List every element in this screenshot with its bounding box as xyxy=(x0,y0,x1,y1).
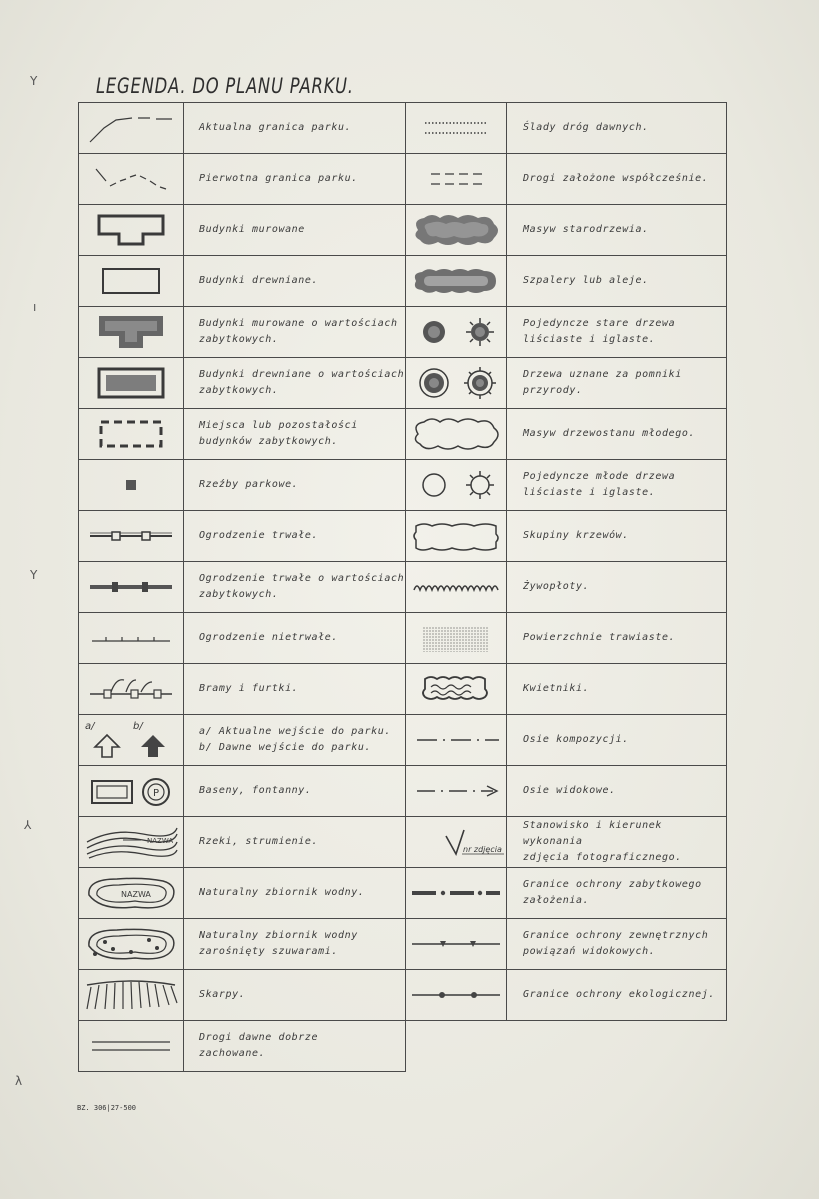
park-sculpture-icon xyxy=(79,465,183,505)
legend-label xyxy=(507,409,727,460)
legend-symbol xyxy=(79,970,184,1021)
legend-label xyxy=(507,511,727,562)
legend-label-line: Skarpy. xyxy=(199,989,246,1000)
table-row xyxy=(79,205,727,256)
legend-label xyxy=(507,358,727,409)
legend-label-line: Ogrodzenie trwałe o wartościach xyxy=(199,573,405,584)
view-axis-icon xyxy=(406,781,506,801)
legend-label-line: a/ Aktualne wejście do parku. xyxy=(199,726,391,737)
legend-label xyxy=(507,868,727,919)
margin-mark: Y xyxy=(30,74,38,88)
legend-label xyxy=(184,205,406,256)
legend-symbol xyxy=(79,511,184,562)
legend-symbol xyxy=(406,103,507,154)
legend-label xyxy=(184,1021,406,1072)
single-young-trees-icon xyxy=(406,465,506,505)
wooden-building-icon xyxy=(79,261,183,301)
legend-symbol xyxy=(406,817,507,868)
escarpment-icon xyxy=(79,975,183,1015)
heritage-protection-boundary-icon xyxy=(406,883,506,903)
legend-symbol xyxy=(79,460,184,511)
legend-symbol xyxy=(79,256,184,307)
pool-fountain-icon xyxy=(79,771,183,811)
legend-symbol xyxy=(79,664,184,715)
historic-permanent-fence-icon xyxy=(79,577,183,597)
legend-label xyxy=(184,409,406,460)
legend-label-line: Skupiny krzewów. xyxy=(523,530,629,541)
table-row xyxy=(79,511,727,562)
table-row xyxy=(79,358,727,409)
table-row xyxy=(79,817,727,868)
legend-label-line: Baseny, fontanny. xyxy=(199,785,312,796)
legend-label-line: Naturalny zbiornik wodny. xyxy=(199,887,365,898)
lawn-surface-icon xyxy=(406,618,506,658)
svg-text:nr zdjęcia: nr zdjęcia xyxy=(463,845,502,854)
legend-label-line: Budynki drewniane. xyxy=(199,275,319,286)
legend-label-line: Ślady dróg dawnych. xyxy=(523,122,649,133)
margin-mark: Y xyxy=(30,568,38,582)
legend-symbol xyxy=(79,868,184,919)
legend-label-line: Pojedyncze stare drzewa xyxy=(523,318,676,329)
table-row xyxy=(79,460,727,511)
legend-label xyxy=(184,307,406,358)
legend-label-line: Rzeki, strumienie. xyxy=(199,836,319,847)
photo-position-icon xyxy=(406,822,506,862)
legend-label-line: Pierwotna granica parku. xyxy=(199,173,358,184)
margin-mark: ı xyxy=(33,300,37,314)
ecological-protection-boundary-icon xyxy=(406,985,506,1005)
legend-symbol xyxy=(406,460,507,511)
legend-label-line: zabytkowych. xyxy=(199,385,279,396)
legend-symbol xyxy=(79,307,184,358)
river-stream-icon xyxy=(79,822,183,862)
legend-label xyxy=(507,103,727,154)
legend-symbol xyxy=(79,409,184,460)
table-row xyxy=(79,154,727,205)
legend-symbol xyxy=(406,409,507,460)
legend-label xyxy=(184,460,406,511)
legend-symbol xyxy=(79,919,184,970)
legend-label-line: Ogrodzenie nietrwałe. xyxy=(199,632,339,643)
legend-symbol xyxy=(79,817,184,868)
legend-label-line: Powierzchnie trawiaste. xyxy=(523,632,676,643)
legend-label-line: budynków zabytkowych. xyxy=(199,436,339,447)
legend-label xyxy=(184,970,406,1021)
old-preserved-road-icon xyxy=(79,1031,183,1061)
legend-label xyxy=(507,715,727,766)
margin-mark: ⅄ xyxy=(24,818,32,832)
legend-symbol xyxy=(406,664,507,715)
composition-axis-icon xyxy=(406,730,506,750)
dashed-modern-road-icon xyxy=(406,164,506,194)
legend-symbol xyxy=(79,613,184,664)
legend-label xyxy=(507,307,727,358)
legend-label-line: Budynki murowane o wartościach xyxy=(199,318,398,329)
temporary-fence-icon xyxy=(79,628,183,648)
table-row xyxy=(79,919,727,970)
legend-label-line: Masyw starodrzewia. xyxy=(523,224,649,235)
old-tree-mass-icon xyxy=(406,210,506,250)
legend-symbol xyxy=(406,307,507,358)
legend-label-line: Granice ochrony zabytkowego xyxy=(523,879,702,890)
legend-label-line: Szpalery lub aleje. xyxy=(523,275,649,286)
legend-label-line: Stanowisko i kierunek wykonania xyxy=(523,820,663,847)
legend-label-line: liściaste i iglaste. xyxy=(523,334,656,345)
legend-label xyxy=(507,919,727,970)
table-row xyxy=(79,256,727,307)
legend-symbol xyxy=(79,562,184,613)
legend-label xyxy=(184,817,406,868)
legend-symbol xyxy=(406,358,507,409)
legend-label xyxy=(507,613,727,664)
legend-label-line: b/ Dawne wejście do parku. xyxy=(199,742,372,753)
legend-label xyxy=(507,205,727,256)
gates-icon xyxy=(79,674,183,704)
dotted-road-traces-icon xyxy=(406,113,506,143)
legend-symbol xyxy=(79,205,184,256)
legend-label-line: Masyw drzewostanu młodego. xyxy=(523,428,696,439)
table-row xyxy=(79,307,727,358)
legend-label xyxy=(184,664,406,715)
original-boundary-line-icon xyxy=(79,159,183,199)
legend-label xyxy=(184,154,406,205)
legend-label xyxy=(184,919,406,970)
svg-text:a/: a/ xyxy=(85,721,95,732)
flower-beds-icon xyxy=(406,669,506,709)
park-entrance-arrows-icon xyxy=(79,717,183,763)
legend-label-line: Kwietniki. xyxy=(523,683,590,694)
legend-label-line: Osie kompozycji. xyxy=(523,734,629,745)
legend-symbol xyxy=(79,766,184,817)
legend-label xyxy=(184,562,406,613)
natural-monument-trees-icon xyxy=(406,363,506,403)
legend-table xyxy=(78,102,727,1072)
legend-label xyxy=(507,154,727,205)
legend-symbol xyxy=(406,562,507,613)
legend-symbol xyxy=(406,919,507,970)
legend-symbol xyxy=(406,868,507,919)
legend-label-line: Ogrodzenie trwałe. xyxy=(199,530,319,541)
building-remains-icon xyxy=(79,414,183,454)
svg-text:NAZWA: NAZWA xyxy=(121,890,151,899)
legend-label-line: Bramy i furtki. xyxy=(199,683,299,694)
legend-label-line: zarośnięty szuwarami. xyxy=(199,946,339,957)
archive-number: BZ. 306|27-500 xyxy=(77,1104,137,1112)
external-view-protection-icon xyxy=(406,934,506,954)
margin-mark: λ xyxy=(15,1074,23,1088)
legend-label xyxy=(507,817,727,868)
young-tree-mass-icon xyxy=(406,414,506,454)
legend-label-line: zdjęcia fotograficznego. xyxy=(523,852,682,863)
legend-label xyxy=(184,256,406,307)
table-row xyxy=(79,970,727,1021)
natural-pond-icon xyxy=(79,871,183,915)
legend-symbol xyxy=(406,256,507,307)
historic-wooden-building-icon xyxy=(79,363,183,403)
legend-label-line: Naturalny zbiornik wodny xyxy=(199,930,358,941)
legend-symbol xyxy=(406,970,507,1021)
legend-symbol xyxy=(406,715,507,766)
legend-symbol xyxy=(79,358,184,409)
table-row xyxy=(79,766,727,817)
reedy-pond-icon xyxy=(79,922,183,966)
legend-symbol xyxy=(406,766,507,817)
legend-label xyxy=(184,868,406,919)
legend-label-line: Aktualna granica parku. xyxy=(199,122,352,133)
legend-symbol xyxy=(79,103,184,154)
legend-label-line: Drogi założone współcześnie. xyxy=(523,173,709,184)
legend-label-line: Budynki murowane xyxy=(199,224,305,235)
table-row xyxy=(79,715,727,766)
page-title: LEGENDA. DO PLANU PARKU. xyxy=(96,74,354,98)
legend-label xyxy=(184,766,406,817)
legend-label xyxy=(507,256,727,307)
legend-symbol xyxy=(79,715,184,766)
table-row xyxy=(79,562,727,613)
current-boundary-line-icon xyxy=(79,108,183,148)
legend-label xyxy=(507,766,727,817)
legend-label-line: zabytkowych. xyxy=(199,589,279,600)
table-row xyxy=(79,103,727,154)
legend-label xyxy=(507,460,727,511)
legend-label xyxy=(184,715,406,766)
legend-label-line: Drzewa uznane za pomniki xyxy=(523,369,682,380)
svg-text:NAZWA: NAZWA xyxy=(147,837,174,845)
legend-label xyxy=(184,613,406,664)
legend-label-line: Żywopłoty. xyxy=(523,581,590,592)
legend-label xyxy=(507,562,727,613)
legend-label-line: zabytkowych. xyxy=(199,334,279,345)
legend-symbol xyxy=(79,1021,184,1072)
legend-label xyxy=(507,664,727,715)
svg-text:P: P xyxy=(153,788,160,799)
legend-label xyxy=(184,511,406,562)
legend-label-line: Granice ochrony ekologicznej. xyxy=(523,989,715,1000)
historic-masonry-building-icon xyxy=(79,312,183,352)
single-old-trees-icon xyxy=(406,312,506,352)
table-row xyxy=(79,868,727,919)
legend-label-line: Drogi dawne dobrze xyxy=(199,1032,319,1043)
shrub-groups-icon xyxy=(406,516,506,556)
legend-label-line: przyrody. xyxy=(523,385,583,396)
table-row xyxy=(79,1021,727,1072)
legend-label-line: Osie widokowe. xyxy=(523,785,616,796)
legend-label-line: założenia. xyxy=(523,895,590,906)
legend-label-line: Granice ochrony zewnętrznych xyxy=(523,930,709,941)
legend-label-line: Rzeźby parkowe. xyxy=(199,479,299,490)
legend-label xyxy=(507,970,727,1021)
legend-label-line: liściaste i iglaste. xyxy=(523,487,656,498)
table-row xyxy=(79,613,727,664)
legend-label-line: Pojedyncze młode drzewa xyxy=(523,471,676,482)
legend-label xyxy=(184,358,406,409)
permanent-fence-icon xyxy=(79,526,183,546)
legend-symbol xyxy=(406,613,507,664)
svg-text:b/: b/ xyxy=(133,721,143,732)
legend-label-line: zachowane. xyxy=(199,1048,266,1059)
hedge-icon xyxy=(406,572,506,602)
masonry-building-icon xyxy=(79,210,183,250)
legend-label-line: Miejsca lub pozostałości xyxy=(199,420,358,431)
legend-label-line: powiązań widokowych. xyxy=(523,946,656,957)
legend-symbol xyxy=(406,154,507,205)
table-row xyxy=(79,664,727,715)
legend-symbol xyxy=(406,511,507,562)
table-row xyxy=(79,409,727,460)
legend-symbol xyxy=(79,154,184,205)
legend-label xyxy=(184,103,406,154)
tree-row-alley-icon xyxy=(406,261,506,301)
legend-label-line: Budynki drewniane o wartościach xyxy=(199,369,405,380)
legend-symbol xyxy=(406,205,507,256)
